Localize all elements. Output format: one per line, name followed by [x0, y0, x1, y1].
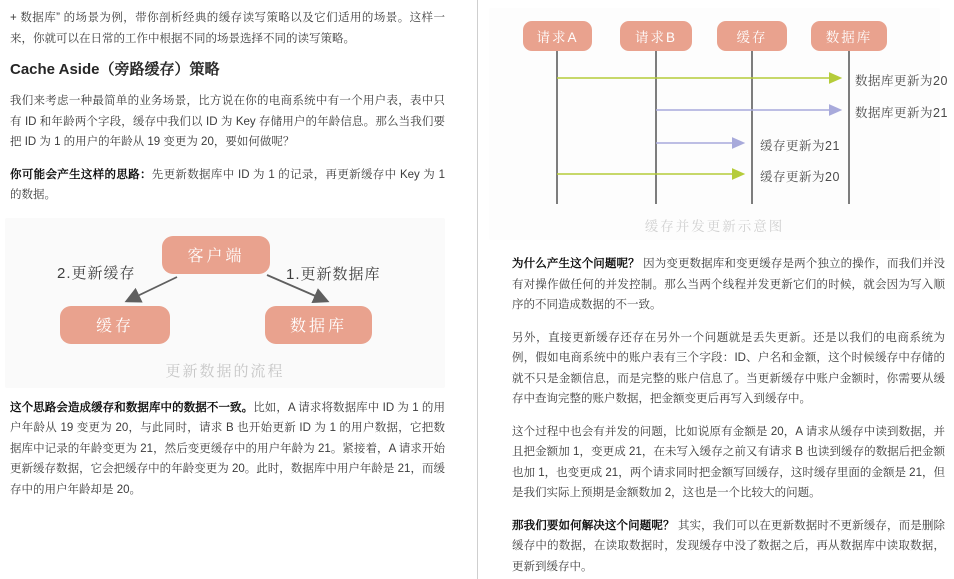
intro-paragraph: + 数据库” 的场景为例，带你剖析经典的缓存读写策略以及它们适用的场景。这样一来，你就可以在日常的工作中根据不同的场景选择不同的读写策略。	[10, 12, 445, 45]
section-heading: Cache Aside（旁路缓存）策略	[10, 61, 220, 78]
sequence-diagram-caption: 缓存并发更新示意图	[644, 219, 785, 234]
paragraph-rest: 比如，A 请求将数据库中 ID 为 1 的用户年龄从 19 变更为 20，与此同时，请求 B 也开始更新 ID 为 1 的用户数据，它把数据库中记录的年龄变更为 21，然后变更缓存中的用户年龄为 21。紧接着，A 请求开始更新缓存数据，它会把缓存中的年龄变更为 20。此时，数据库中用户年龄是 21，而缓存中的用户年龄却是 20。	[10, 401, 446, 496]
cache-node	[60, 306, 170, 344]
paragraph-concurrency-example: 这个过程中也会有并发的问题，比如说原有金额是 20，A 请求从缓存中读到数据，并且把金额加 1，变更成 21，在未写入缓存之前又有请求 B 也读到缓存的数据后把金额也加 1，也变更成 21，两个请求同时把金额写回缓存，这时缓存里面的金额是 21，但是我们实际上预期是金额数加 2，这也是一个比较大的问题。	[512, 425, 945, 499]
actor-request-b-label: 请求B	[634, 30, 677, 45]
actor-request-a	[523, 21, 592, 51]
paragraph-solution	[512, 516, 945, 578]
client-node-label: 客户端	[187, 248, 245, 265]
paragraph-naive-idea	[10, 165, 445, 206]
actor-database-label: 数据库	[825, 30, 873, 45]
right-page	[477, 0, 954, 579]
message-label-cache-update-21: 缓存更新为21	[760, 139, 840, 153]
paragraph-lead: 这个思路会造成缓存和数据库中的数据不一致。	[10, 401, 254, 414]
database-node-label: 数据库	[289, 318, 347, 335]
message-label-db-update-20: 数据库更新为20	[855, 74, 948, 88]
update-database-arrow-label: 1.更新数据库	[286, 265, 381, 283]
update-cache-arrow-label: 2.更新缓存	[57, 264, 136, 282]
actor-request-a-label: 请求A	[536, 30, 579, 45]
message-label-cache-update-20: 缓存更新为20	[760, 170, 840, 184]
database-node	[265, 306, 372, 344]
paragraph-rest: 其实，我们可以在更新数据时不更新缓存，而是删除缓存中的数据，在读取数据时，发现缓存中没了数据之后，再从数据库中读取数据，更新到缓存中。	[512, 519, 945, 573]
actor-database	[811, 21, 887, 51]
concurrent-update-sequence-diagram	[489, 8, 948, 240]
update-flow-diagram	[5, 218, 445, 388]
paragraph-why-problem	[512, 254, 945, 316]
paragraph-lead: 那我们要如何解决这个问题呢？	[512, 519, 675, 532]
actor-request-b	[620, 21, 692, 51]
paragraph-lost-update: 另外，直接更新缓存还存在另外一个问题就是丢失更新。还是以我们的电商系统为例，假如电商系统中的账户表有三个字段：ID、户名和金额，这个时候缓存中存储的就不只是金额信息，而是完整的账户信息了。当更新缓存中账户金额时，你需要从缓存中查询完整的账户数据，把金额变更后再写入到缓存中。	[512, 331, 945, 405]
paragraph-scenario: 我们来考虑一种最简单的业务场景，比方说在你的电商系统中有一个用户表，表中只有 ID 和年龄两个字段，缓存中我们以 ID 为 Key 存储用户的年龄信息。那么当我们要把 ID 为 1 的用户的年龄从 19 变更为 20，要如何做呢？	[10, 95, 445, 148]
paragraph-rest: 先更新数据库中 ID 为 1 的记录，再更新缓存中 Key 为 1 的数据。	[10, 168, 445, 201]
flow-diagram-caption: 更新数据的流程	[165, 362, 285, 380]
paragraph-lead: 为什么产生这个问题呢？	[512, 258, 640, 270]
actor-cache	[717, 21, 787, 51]
cache-node-label: 缓存	[95, 318, 134, 335]
actor-cache-label: 缓存	[736, 30, 768, 45]
paragraph-rest: 因为变更数据库和变更缓存是两个独立的操作，而我们并没有对操作做任何的并发控制。那么当两个线程并发更新它们的时候，就会因为写入顺序的不同造成数据的不一致。	[512, 258, 945, 311]
message-label-db-update-21: 数据库更新为21	[855, 106, 948, 120]
paragraph-inconsistency	[10, 398, 445, 501]
paragraph-lead: 你可能会产生这样的思路：	[10, 168, 152, 181]
client-node	[162, 236, 270, 274]
